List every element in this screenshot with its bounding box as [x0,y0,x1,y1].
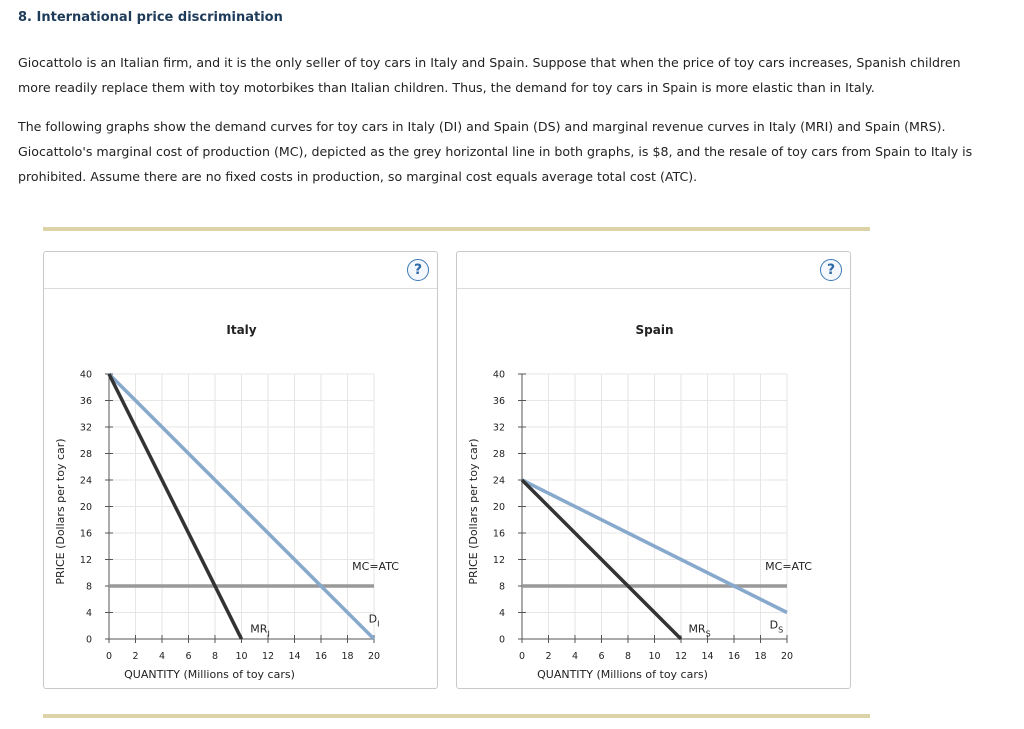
help-icon[interactable]: ? [407,259,429,281]
mc-label: MC=ATC [765,560,812,574]
intro-paragraph: Giocattolo is an Italian firm, and it is the only seller of toy cars in Italy and Spain. Suppose that when the price of toy cars increases, Spanish children more readily replace them with toy motorbikes than Italian children. Thus, the demand for toy cars in Spain is more elastic than in Italy. [18,55,961,95]
y-tick-label: 32 [492,422,505,434]
mr-label: $MR_I$ [250,622,270,639]
demand-label-subscript: I [377,619,380,629]
mr-label-subscript: S [705,629,711,639]
chart-title: Spain [635,323,674,337]
x-tick-label: 14 [701,651,714,662]
spain-chart[interactable] [457,252,850,688]
y-tick-label: 4 [85,608,92,619]
x-tick-label: 20 [780,651,794,662]
x-tick-label: 12 [261,651,275,662]
divider-top [43,227,870,231]
x-tick-label: 18 [341,651,354,662]
demand-label-subscript: S [778,625,784,635]
x-tick-label: 0 [105,651,113,662]
y-tick-label: 40 [492,369,505,381]
y-axis-label: PRICE (Dollars per toy car) [54,438,67,585]
divider-bottom [43,714,870,718]
mr-label-subscript: I [267,629,270,639]
y-tick-label: 28 [492,449,505,460]
x-tick-label: 16 [727,651,741,662]
x-tick-label: 4 [158,651,166,662]
x-tick-label: 10 [648,651,661,662]
x-tick-label: 4 [571,651,579,662]
mc-label: MC=ATC [352,560,399,574]
x-tick-label: 20 [367,651,381,662]
y-tick-label: 12 [79,555,92,566]
x-tick-label: 8 [211,651,219,662]
x-tick-label: 8 [624,651,632,662]
y-tick-label: 16 [79,528,92,540]
x-tick-label: 16 [314,651,328,662]
x-tick-label: 2 [545,651,552,662]
x-axis-label: QUANTITY (Millions of toy cars) [537,668,708,681]
x-tick-label: 6 [185,651,192,662]
italy-chart[interactable] [44,252,437,688]
mr-label: $MR_S$ [688,622,711,639]
y-tick-label: 4 [498,608,505,619]
y-tick-label: 20 [492,502,505,513]
y-tick-label: 8 [85,581,92,593]
x-tick-label: 18 [754,651,767,662]
chart-title: Italy [226,323,257,337]
y-tick-label: 0 [85,634,92,646]
y-tick-label: 16 [492,528,505,540]
y-tick-label: 32 [79,422,92,434]
y-tick-label: 24 [79,475,92,487]
y-tick-label: 0 [498,634,505,646]
x-tick-label: 0 [518,651,526,662]
italy-graph-panel [43,251,438,689]
y-tick-label: 20 [79,502,92,513]
x-tick-label: 10 [235,651,248,662]
y-tick-label: 24 [492,475,505,487]
x-tick-label: 14 [288,651,301,662]
y-tick-label: 36 [492,396,505,407]
demand-label: $D_S$ [769,618,784,635]
section-heading: 8. International price discrimination [18,10,283,25]
x-axis-label: QUANTITY (Millions of toy cars) [124,668,295,681]
y-axis-label: PRICE (Dollars per toy car) [467,438,480,585]
y-tick-label: 28 [79,449,92,460]
x-tick-label: 12 [674,651,688,662]
gridlines [522,374,787,639]
y-tick-label: 40 [79,369,92,381]
y-tick-label: 8 [498,581,505,593]
spain-graph-panel [456,251,851,689]
y-tick-label: 12 [492,555,505,566]
demand-label: $D_I$ [368,612,380,629]
y-tick-label: 36 [79,396,92,407]
help-icon[interactable]: ? [820,259,842,281]
x-tick-label: 2 [132,651,139,662]
graph-description-paragraph: The following graphs show the demand curves for toy cars in Italy (DI) and Spain (DS) and marginal revenue curves in Italy (MRI) and Spain (MRS). Giocattolo's marginal cost of production (MC), depicted as the grey horizontal line in both graphs, is $8, and the resale of toy cars from Spain to Italy is prohibited. Assume there are no fixed costs in production, so marginal cost equals average total cost (ATC). [18,119,973,184]
x-tick-label: 6 [598,651,605,662]
